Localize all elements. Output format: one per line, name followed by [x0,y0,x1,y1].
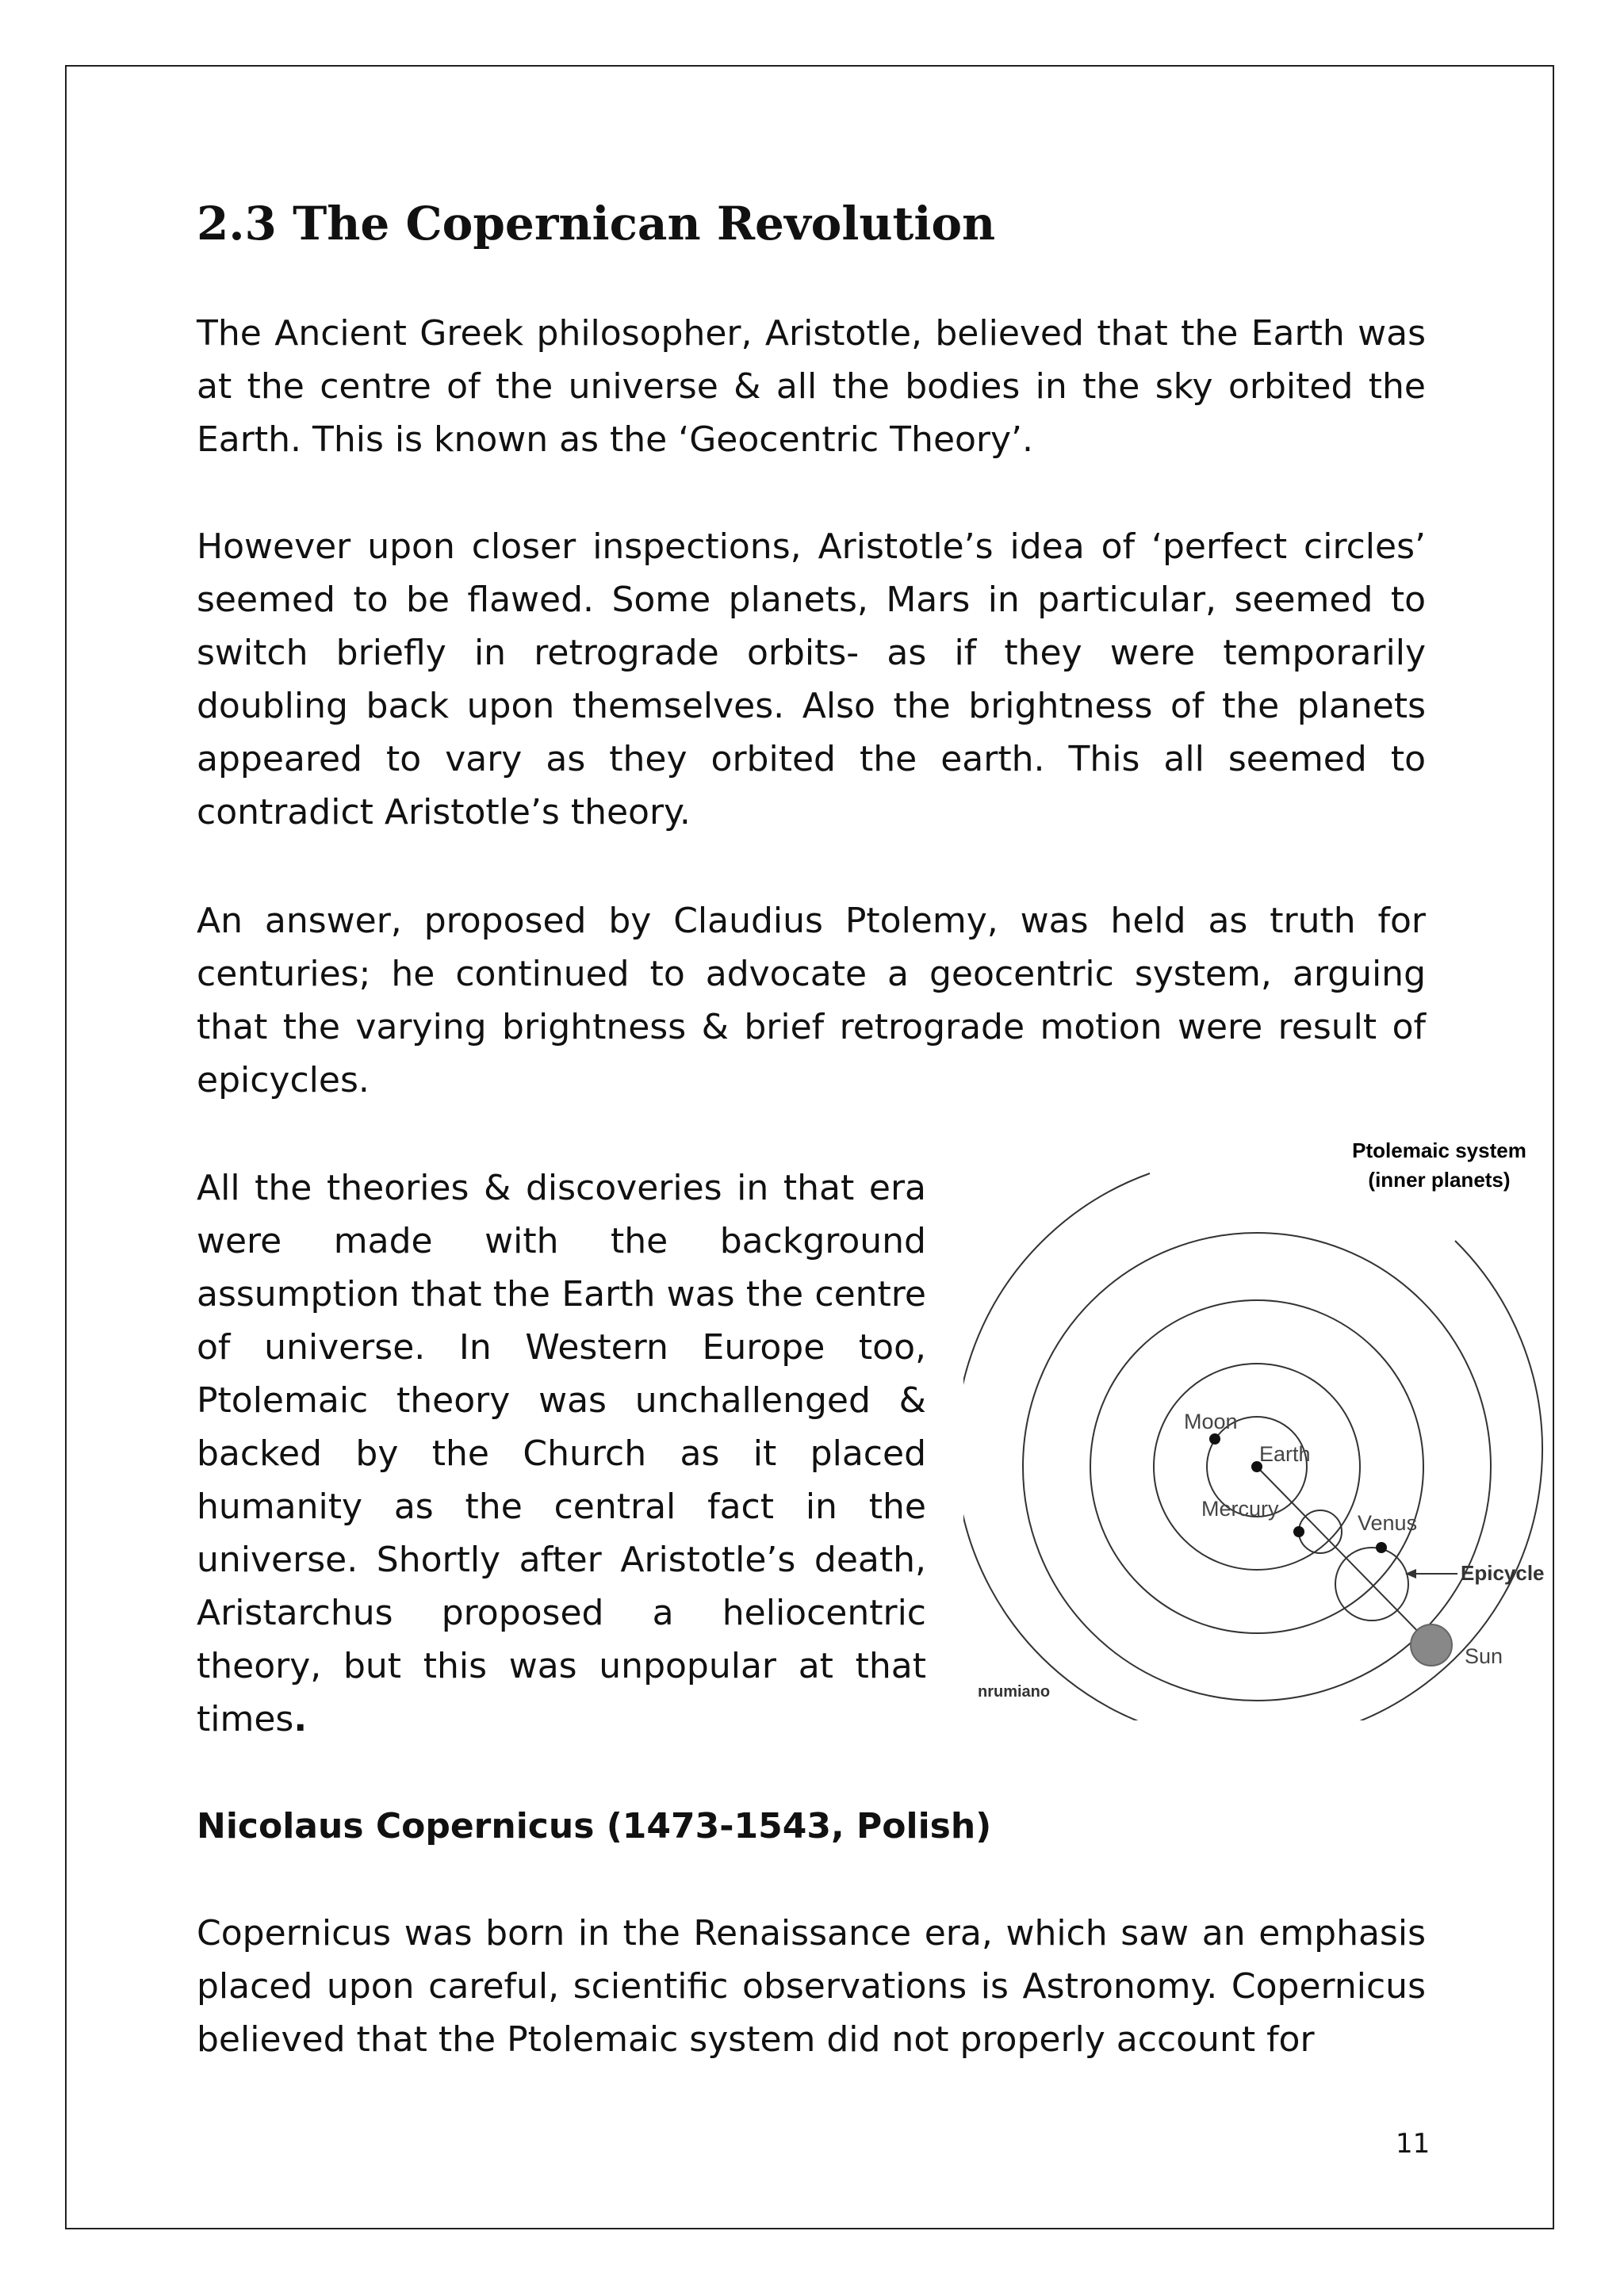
section-title: 2.3 The Copernican Revolution [197,197,996,251]
mercury-dot [1293,1526,1304,1537]
figure-title-line1: Ptolemaic system [1352,1138,1526,1162]
epicycle-arrowhead [1405,1569,1416,1578]
paragraph-background-end: . [293,1699,308,1739]
paragraph-copernicus: Copernicus was born in the Renaissance era, which saw an emphasis placed upon careful, scientific observations is Astronomy. Copernicus believed that the Ptolemaic system did not properly account for [197,1913,1426,2060]
paragraph-geocentric: The Ancient Greek philosopher, Aristotle, believed that the Earth was at the centre of the universe & all the bodies in the sky orbited the Earth. This is known as the ‘Geocentric Theory’. [197,313,1426,460]
epicycle-label: Epicycle [1461,1561,1545,1585]
paragraph-flaws: However upon closer inspections, Aristotle’s idea of ‘perfect circles’ seemed to be flawed. Some planets, Mars in particular, seemed to switch briefly in retrograde orbits- as if they were temporarily doubling back upon themselves. Also the brightness of the planets appeared to vary as they orbited the earth. This all seemed to contradict Aristotle’s theory. [197,526,1426,832]
sun-label: Sun [1465,1644,1503,1668]
page-number: 11 [1396,2128,1431,2160]
venus-dot [1376,1542,1387,1553]
moon-dot [1209,1433,1220,1445]
mercury-label: Mercury [1201,1497,1279,1521]
figure-title-line2: (inner planets) [1368,1168,1511,1192]
paragraph-background [197,1161,926,1746]
paragraph-ptolemy: An answer, proposed by Claudius Ptolemy, was held as truth for centuries; he continued to advocate a geocentric system, arguing that the varying brightness & brief retrograde motion were result of epicycles. [197,901,1426,1100]
outer-orbit-arc [963,1173,1542,1720]
ptolemaic-diagram-svg [963,1134,1590,1720]
venus-label: Venus [1358,1511,1418,1535]
moon-label: Moon [1184,1410,1238,1433]
earth-sun-line [1257,1467,1431,1645]
paragraph-background-text: All the theories & discoveries in that era were made with the background assumption that the Earth was the centre of universe. In Western Europe too, Ptolemaic theory was unchallenged & backed by the Church as it placed humanity as the central fact in the universe. Shortly after Aristotle’s death, Aristarchus proposed a heliocentric theory, but this was unpopular at that times [197,1168,926,1739]
earth-label: Earth [1259,1442,1311,1466]
ptolemaic-system-diagram [963,1134,1590,1720]
sun-disc [1411,1624,1452,1666]
figure-credit: nrumiano [978,1683,1051,1701]
copernicus-heading: Nicolaus Copernicus (1473-1543, Polish) [197,1806,992,1846]
